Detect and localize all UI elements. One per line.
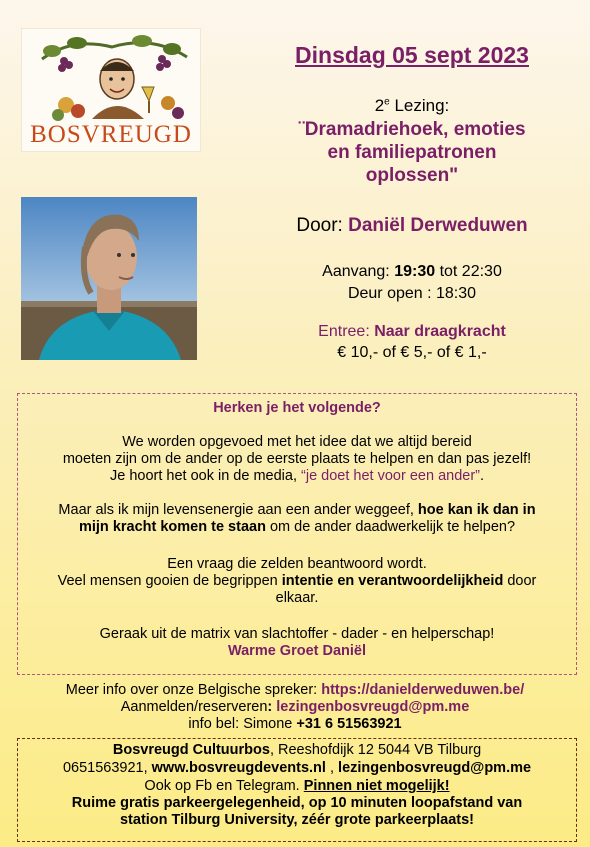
parking-line1: Ruime gratis parkeergelegenheid, op 10 minuten loopafstand van (71, 795, 523, 811)
para2-line1: Maar als ik mijn levensenergie aan een ander weggeef, hoe kan ik dan in (58, 502, 536, 518)
logo-text: BOSVREUGD (30, 121, 192, 148)
phone-number: +31 6 51563921 (296, 716, 402, 732)
bosvreugd-logo (21, 28, 201, 152)
speaker-name: Daniël Derweduwen (348, 215, 528, 236)
event-date: Dinsdag 05 sept 2023 (295, 42, 529, 68)
register-email-link[interactable]: lezingenbosvreugd@pm.me (276, 699, 470, 715)
prices-line: € 10,- of € 5,- of € 1,- (337, 344, 487, 361)
description-box (17, 393, 577, 675)
phone-line: info bel: Simone +31 6 51563921 (188, 716, 402, 732)
para1-line2: moeten zijn om de ander op de eerste plaats te helpen en dan pas jezelf! (62, 451, 532, 467)
box-heading: Herken je het volgende? (213, 400, 381, 416)
speaker-line: Door: Daniël Derweduwen (296, 215, 528, 236)
lecture-title: ¨Dramadriehoek, emoties en familiepatronen oplossen" (298, 119, 526, 186)
venue-line: Bosvreugd Cultuurbos, Reeshofdijk 12 5044 VB Tilburg (112, 742, 482, 758)
para3-line3: elkaar. (275, 590, 319, 606)
para3-line2: Veel mensen gooien de begrippen intentie en verantwoordelijkheid door (57, 573, 537, 589)
speaker-website-link[interactable]: https://danielderweduwen.be/ (321, 682, 525, 698)
register-line: Aanmelden/reserveren: lezingenbosvreugd@pm.me (120, 699, 470, 715)
doors-open-line: Deur open : 18:30 (347, 285, 477, 302)
venue-box (17, 738, 577, 842)
para1-line3: Je hoort het ook in de media, “je doet het voor een ander”. (109, 468, 485, 484)
lecture-number: 2e Lezing: (374, 96, 450, 115)
para1-line1: We worden opgevoed met het idee dat we altijd bereid (122, 434, 472, 450)
start-time-line: Aanvang: 19:30 tot 22:30 (322, 263, 502, 280)
more-info-line: Meer info over onze Belgische spreker: https://danielderweduwen.be/ (65, 682, 525, 698)
entry-line: Entree: Naar draagkracht (318, 323, 506, 340)
payment-line: Ook op Fb en Telegram. Pinnen niet mogelijk! (144, 778, 450, 794)
signoff: Warme Groet Daniël (227, 643, 367, 659)
parking-line2: station Tilburg University, zéér grote parkeerplaats! (119, 812, 474, 828)
venue-website-link[interactable]: www.bosvreugdevents.nl (151, 760, 326, 776)
para2-line2: mijn kracht komen te staan om de ander daadwerkelijk te helpen? (78, 519, 516, 535)
venue-email-link[interactable]: lezingenbosvreugd@pm.me (338, 760, 532, 776)
para3-line1: Een vraag die zelden beantwoord wordt. (167, 556, 427, 572)
para4: Geraak uit de matrix van slachtoffer - dader - en helperschap! (99, 626, 495, 642)
contact-line: 0651563921, www.bosvreugdevents.nl , lezingenbosvreugd@pm.me (62, 760, 532, 776)
speaker-photo (21, 197, 197, 360)
